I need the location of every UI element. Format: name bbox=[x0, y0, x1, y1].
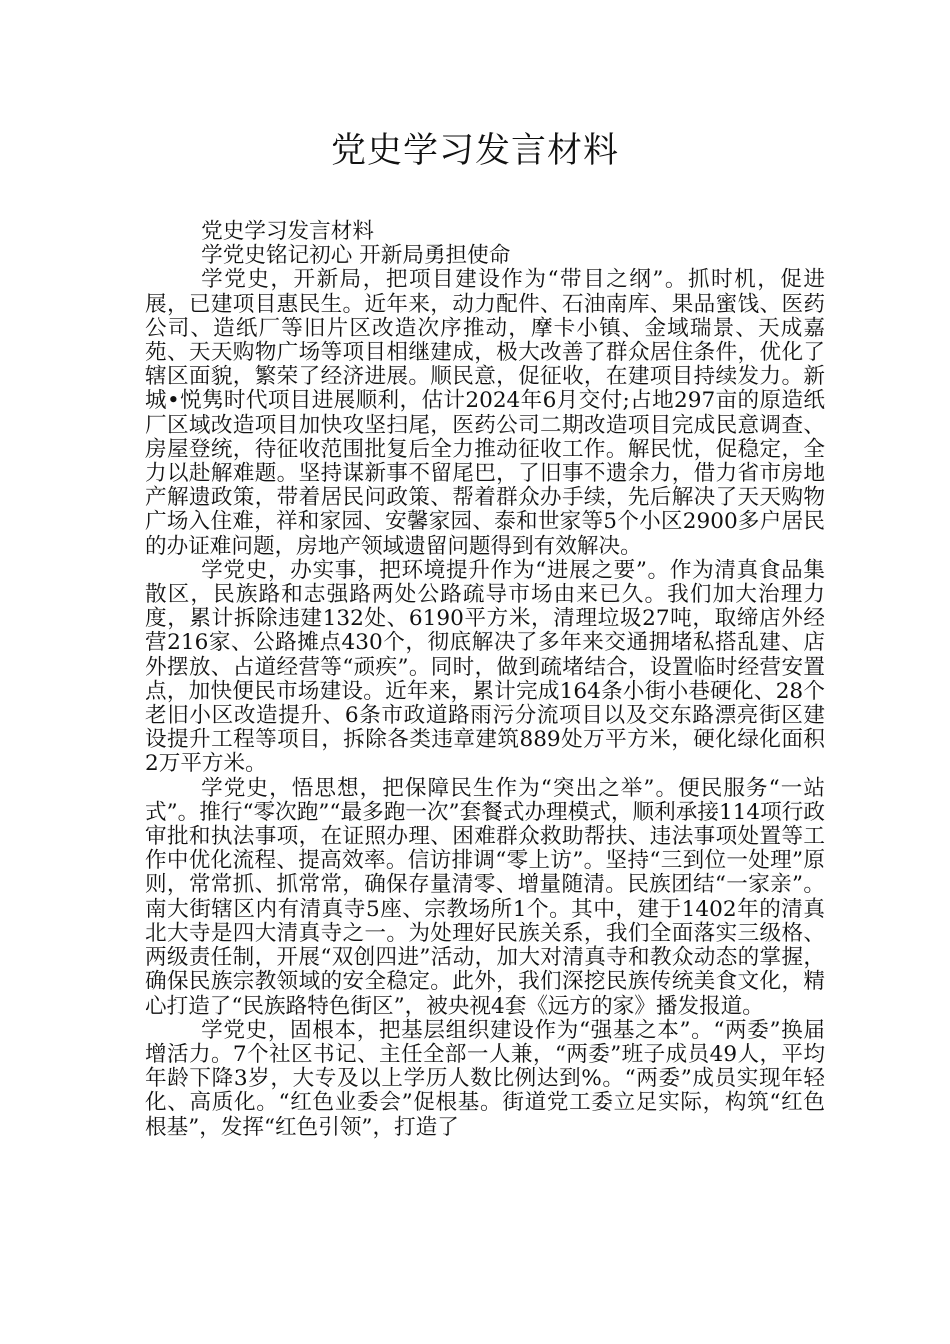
paragraph-3: 学党史，悟思想，把保障民生作为“突出之举”。便民服务“一站式”。推行“零次跑”“最多跑一次”套餐式办理模式，顺利承接114项行政审批和执法事项，在证照办理、困难群众救助帮扶、违法事项处置等工作中优化流程、提高效率。信访排调“零上访”。坚持“三到位一处理”原则，常常抓、抓常常，确保存量清零、增量随清。民族团结“一家亲”。南大街辖区内有清真寺5座、宗教场所1个。其中，建于1402年的清真北大寺是四大清真寺之一。为处理好民族关系，我们全面落实三级格、两级责任制，开展“双创四进”活动，加大对清真寺和教众动态的掌握，确保民族宗教领域的安全稳定。此外，我们深挖民族传统美食文化，精心打造了“民族路特色街区”，被央视4套《远方的家》播发报道。 bbox=[145, 775, 825, 1019]
document-body bbox=[145, 220, 825, 1140]
paragraph-4: 学党史，固根本，把基层组织建设作为“强基之本”。“两委”换届增活力。7个社区书记、主任全部一人兼，“两委”班子成员49人，平均年龄下降3岁，大专及以上学历人数比例达到%。“两委”成员实现年轻化、高质化。“红色业委会”促根基。街道党工委立足实际，构筑“红色根基”，发挥“红色引领”，打造了 bbox=[145, 1017, 825, 1140]
document-theme: 学党史铭记初心 开新局勇担使命 bbox=[201, 243, 511, 269]
paragraph-1: 学党史，开新局，把项目建设作为“带目之纲”。抓时机，促进展，已建项目惠民生。近年来，动力配件、石油南库、果品蜜饯、医药公司、造纸厂等旧片区改造次序推动，摩卡小镇、金域瑞景、天成嘉苑、天天购物广场等项目相继建成，极大改善了群众居住条件，优化了辖区面貌，繁荣了经济进展。顺民意，促征收，在建项目持续发力。新城•悦隽时代项目进展顺利，估计2024年6月交付;占地297亩的原造纸厂区域改造项目加快攻坚扫尾，医药公司二期改造项目完成民意调查、房屋登统，待征收范围批复后全力推动征收工作。解民忧，促稳定，全力以赴解难题。坚持谋新事不留尾巴，了旧事不遗余力，借力省市房地产解遗政策，带着居民问政策、帮着群众办手续，先后解决了天天购物广场入住难，祥和家园、安馨家园、泰和世家等5个小区2900多户居民的办证难问题，房地产领域遗留问题得到有效解决。 bbox=[145, 267, 825, 559]
document-title: 党史学习发言材料 bbox=[330, 131, 619, 171]
paragraph-2: 学党史，办实事，把环境提升作为“进展之要”。作为清真食品集散区，民族路和志强路两处公路疏导市场由来已久。我们加大治理力度，累计拆除违建132处、6190平方米，清理垃圾27吨，取缔店外经营216家、公路摊点430个，彻底解决了多年来交通拥堵私搭乱建、店外摆放、占道经营等“顽疾”。同时，做到疏堵结合，设置临时经营安置点，加快便民市场建设。近年来，累计完成164条小街小巷硬化、28个老旧小区改造提升、6条市政道路雨污分流项目以及交东路漂亮街区建设提升工程等项目，拆除各类违章建筑889处万平方米，硬化绿化面积2万平方米。 bbox=[145, 557, 825, 777]
document-subtitle: 党史学习发言材料 bbox=[201, 219, 374, 244]
